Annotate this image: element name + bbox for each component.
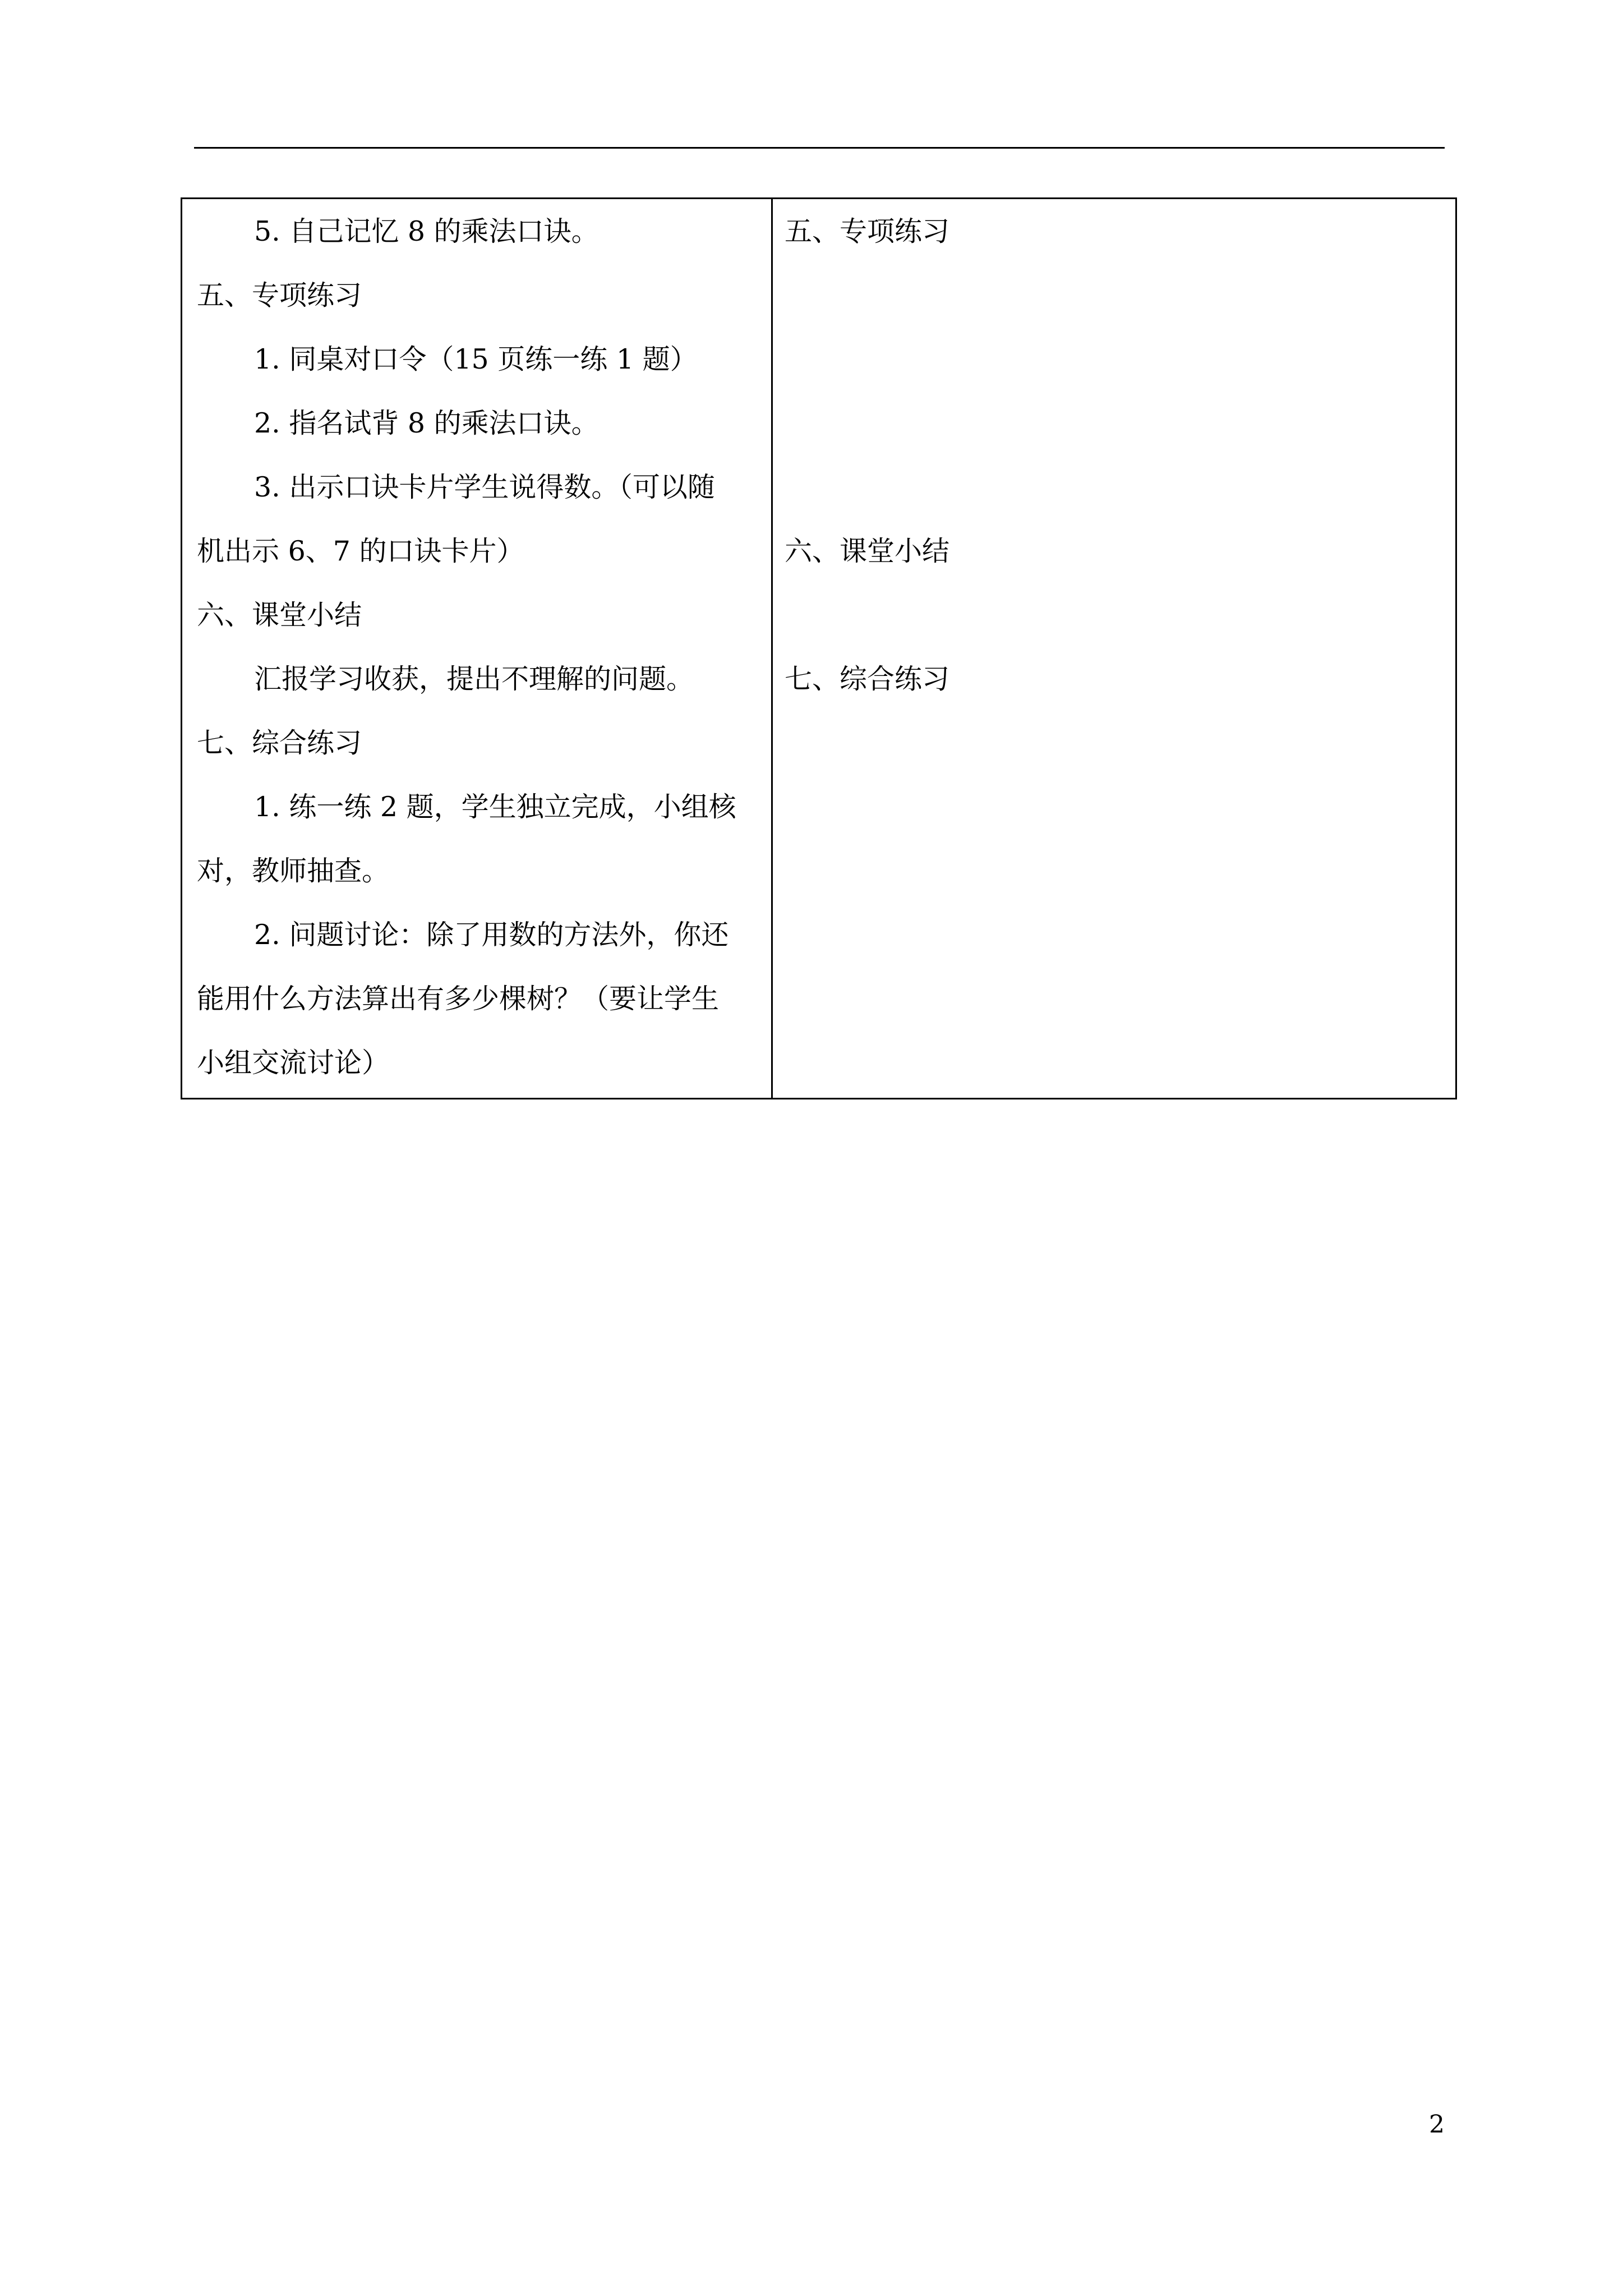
left-line-7: 六、课堂小结	[197, 599, 362, 631]
right-line-2: 六、课堂小结	[785, 535, 950, 567]
left-line-8: 汇报学习收获，提出不理解的问题。	[254, 663, 694, 695]
left-line-3: 1. 同桌对口令（15 页练一练 1 题）	[254, 343, 698, 375]
column-divider	[771, 199, 773, 1098]
left-line-12: 2. 问题讨论：除了用数的方法外，你还	[254, 919, 729, 951]
left-line-13: 能用什么方法算出有多少棵树？（要让学生	[197, 983, 720, 1015]
header-rule	[194, 147, 1445, 149]
right-line-3: 七、综合练习	[785, 663, 950, 695]
page-number: 2	[1429, 2110, 1445, 2139]
left-line-9: 七、综合练习	[197, 727, 362, 759]
lesson-table	[181, 197, 1457, 1099]
left-line-11: 对，教师抽查。	[197, 855, 390, 887]
left-line-5: 3. 出示口诀卡片学生说得数。（可以随	[254, 471, 715, 503]
left-line-1: 5. 自己记忆 8 的乘法口诀。	[254, 215, 599, 247]
left-line-4: 2. 指名试背 8 的乘法口诀。	[254, 407, 599, 439]
left-line-6: 机出示 6、7 的口诀卡片）	[197, 535, 524, 567]
left-line-10: 1. 练一练 2 题，学生独立完成，小组核	[254, 791, 736, 823]
right-line-1: 五、专项练习	[785, 215, 950, 247]
left-line-14: 小组交流讨论）	[197, 1047, 390, 1079]
left-line-2: 五、专项练习	[197, 279, 362, 311]
